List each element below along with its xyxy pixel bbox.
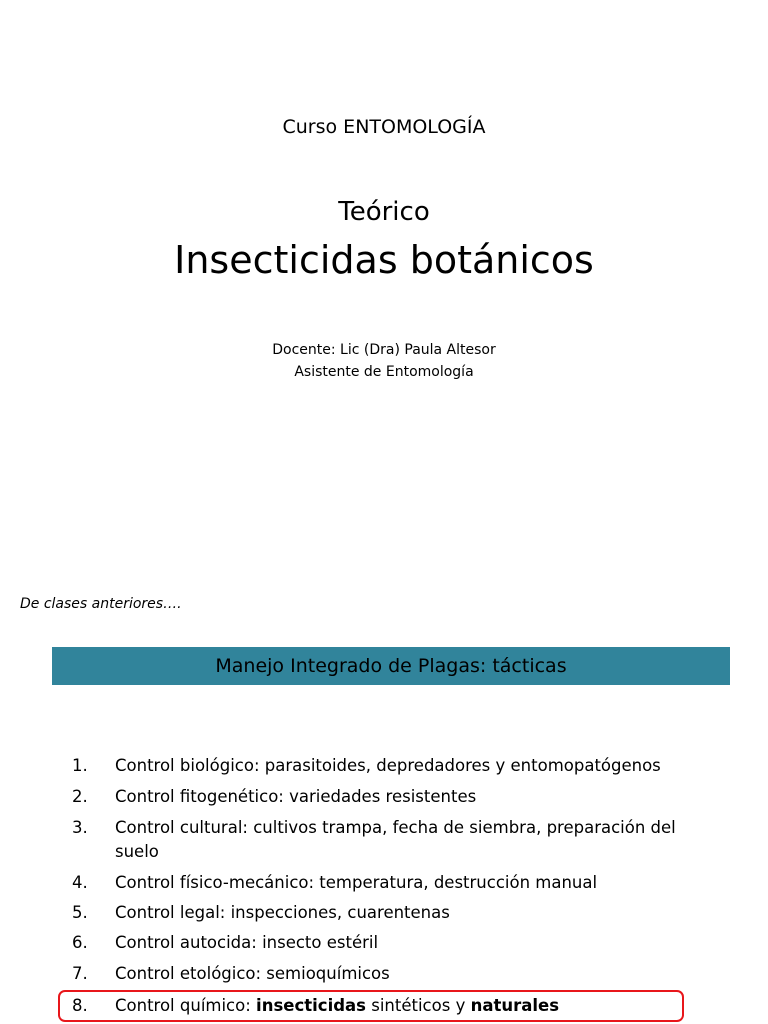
list-item-text: Control legal: inspecciones, cuarentenas bbox=[115, 903, 450, 922]
list-item-number: 8. bbox=[72, 996, 88, 1015]
list-item-number: 3. bbox=[72, 818, 88, 837]
list-item-text: Control autocida: insecto estéril bbox=[115, 933, 379, 952]
list-item-text: Control químico: insecticidas sintéticos y naturales bbox=[115, 996, 560, 1015]
section-banner bbox=[52, 647, 730, 685]
list-item-text: Control biológico: parasitoides, depredadores y entomopatógenos bbox=[115, 756, 661, 775]
list-item-number: 7. bbox=[72, 964, 88, 983]
list-item-number: 4. bbox=[72, 873, 88, 892]
emphasis-naturales: naturales bbox=[470, 996, 560, 1015]
teacher-role: Asistente de Entomología bbox=[294, 364, 474, 380]
lecture-type: Teórico bbox=[338, 197, 430, 227]
list-item-text: Control cultural: cultivos trampa, fecha de siembra, preparación del suelo bbox=[115, 818, 676, 861]
page-title: Insecticidas botánicos bbox=[174, 238, 594, 282]
highlight-box bbox=[58, 990, 684, 1022]
section-banner-title: Manejo Integrado de Plagas: tácticas bbox=[215, 655, 567, 677]
list-item-text: Control fitogenético: variedades resistentes bbox=[115, 787, 477, 806]
teacher-name: Docente: Lic (Dra) Paula Altesor bbox=[272, 342, 496, 358]
course-title: Curso ENTOMOLOGÍA bbox=[282, 116, 486, 138]
list-item-number: 2. bbox=[72, 787, 88, 806]
list-item-number: 1. bbox=[72, 756, 88, 775]
list-item-text: Control físico-mecánico: temperatura, destrucción manual bbox=[115, 873, 598, 892]
list-item-text: Control etológico: semioquímicos bbox=[115, 964, 390, 983]
list-item-number: 6. bbox=[72, 933, 88, 952]
list-item-number: 5. bbox=[72, 903, 88, 922]
previous-classes-note: De clases anteriores…. bbox=[20, 596, 182, 612]
emphasis-insecticidas: insecticidas bbox=[256, 996, 366, 1015]
